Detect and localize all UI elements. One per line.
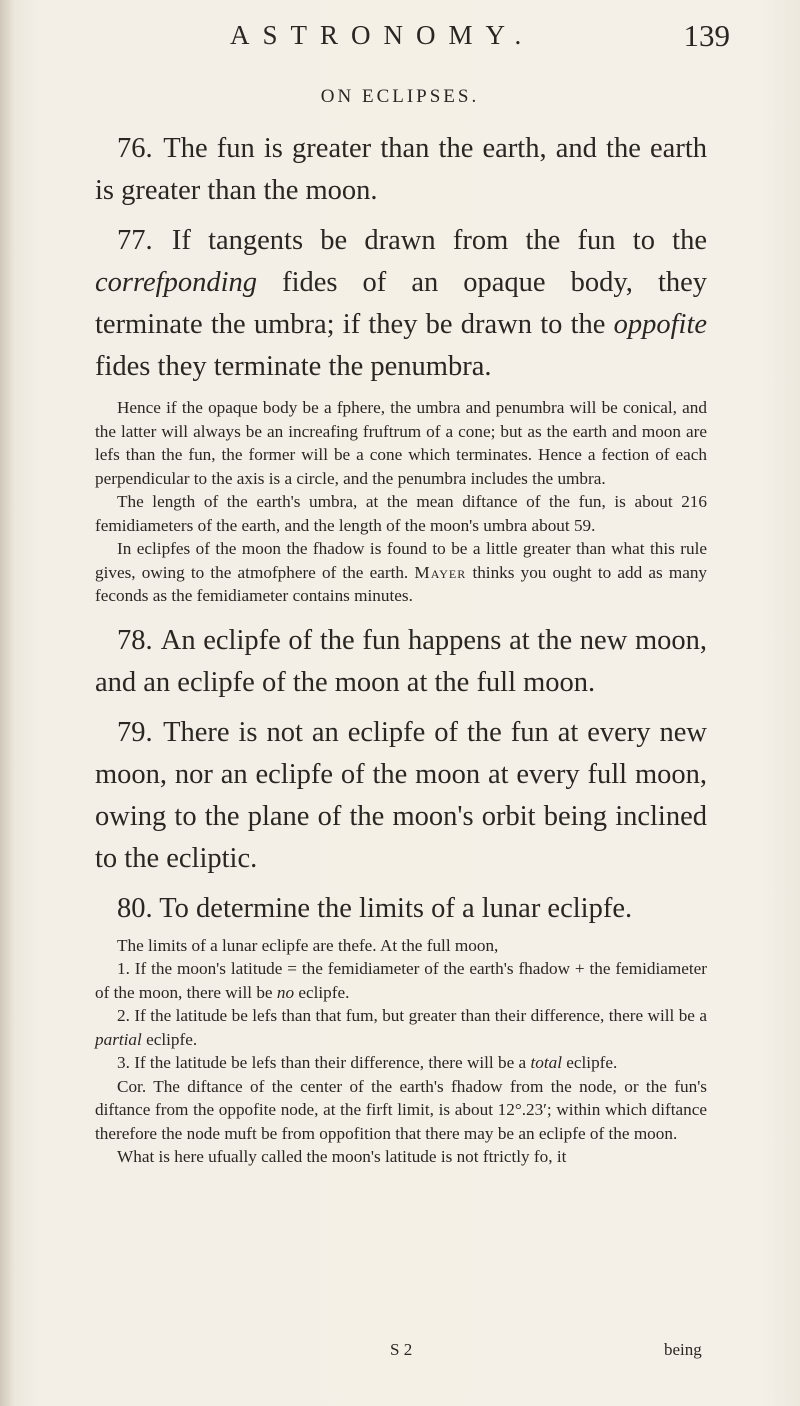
paragraph-text: An eclipfe of the fun happens at the new moon, and an eclipfe of the moon at the full moon.: [95, 624, 707, 698]
paragraph-text: fides of an opaque body, they terminate the umbra; if they be drawn to the: [95, 267, 708, 340]
note-text: 1. If the moon's latitude = the femidiameter of the earth's fhadow + the femidiameter of the moon, there will be: [95, 959, 707, 1002]
signature-mark: S 2: [390, 1340, 413, 1359]
paragraph-text: If tangents be drawn from the fun to the: [171, 225, 707, 256]
paragraph-78: [95, 620, 707, 704]
catchword: being: [664, 1340, 702, 1359]
note-80-2: [95, 1004, 707, 1051]
paragraph-number: 77.: [117, 225, 153, 256]
note-text: 3. If the latitude be lefs than their difference, there will be a: [117, 1053, 527, 1072]
note-text: 2. If the latitude be lefs than that fum, but greater than their difference, there will be a: [117, 1006, 707, 1025]
paragraph-number: 78.: [117, 624, 153, 656]
page-body: [95, 128, 707, 1169]
page-footer: [0, 1340, 800, 1370]
note-80-intro: The limits of a lunar eclipfe are thefe. At the full moon,: [117, 935, 499, 955]
paragraph-number: 79.: [117, 716, 153, 748]
paragraph-76: [95, 128, 707, 212]
note-80-3: [95, 1051, 707, 1075]
note-text: eclipfe.: [298, 982, 350, 1002]
paragraph-80: [95, 888, 707, 930]
paragraph-number: 76.: [117, 133, 153, 164]
italic-term: total: [530, 1053, 562, 1072]
page-number: 139: [683, 18, 730, 53]
section-title: ON ECLIPSES.: [320, 86, 480, 107]
page-header: [230, 12, 730, 56]
paragraph-text: To determine the limits of a lunar eclipfe.: [159, 892, 633, 924]
note-text: eclipfe.: [146, 1029, 198, 1049]
page-gutter: [0, 0, 14, 1406]
note-text: eclipfe.: [566, 1053, 618, 1072]
note-77-2: The length of the earth's umbra, at the mean diftance of the fun, is about 216 femidiameters of the earth, and the length of the moon's umbra about 59.: [95, 492, 707, 535]
paragraph-79: [95, 712, 707, 880]
note-77-3: [95, 537, 707, 608]
note-80-last: What is here ufually called the moon's latitude is not ftrictly fo, it: [117, 1147, 567, 1166]
italic-term: correfponding: [95, 267, 258, 298]
note-80-1: [95, 957, 707, 1004]
italic-term: partial: [95, 1029, 142, 1049]
note-text: thinks you ought to add as many feconds as the femidiameter contains minutes.: [95, 562, 708, 605]
italic-term: oppofite: [613, 309, 708, 340]
paragraph-number: 80.: [117, 892, 153, 924]
note-80-corollary: Cor. The diftance of the center of the earth's fhadow from the node, or the fun's diftance from the oppofite node, at the firft limit, is about 12°.23′; within which diftance therefore the node muft be from oppofition that there may be an eclipfe of the moon.: [95, 1076, 707, 1143]
note-77-1: Hence if the opaque body be a fphere, the umbra and penumbra will be conical, and the latter will always be an increafing fruftrum of a cone; but as the earth and moon are lefs than the fun, the former will be a cone which terminates. Hence a fection of each perpendicular to the axis is a circle, and the penumbra includes the umbra.: [95, 398, 707, 488]
paragraph-77: [95, 220, 707, 388]
paragraph-text: fides they terminate the penumbra.: [95, 351, 492, 382]
italic-term: no: [276, 982, 295, 1002]
note-text: In eclipfes of the moon the fhadow is found to be a little greater than what this rule gives, owing to the atmofphere of the earth.: [95, 539, 707, 582]
author-name: Mayer: [414, 562, 467, 582]
running-head: ASTRONOMY.: [230, 20, 535, 50]
paragraph-text: There is not an eclipfe of the fun at every new moon, nor an eclipfe of the moon at every full moon, owing to the plane of the moon's orbit being inclined to the ecliptic.: [95, 716, 707, 874]
paragraph-text: The fun is greater than the earth, and the earth is greater than the moon.: [95, 133, 707, 206]
